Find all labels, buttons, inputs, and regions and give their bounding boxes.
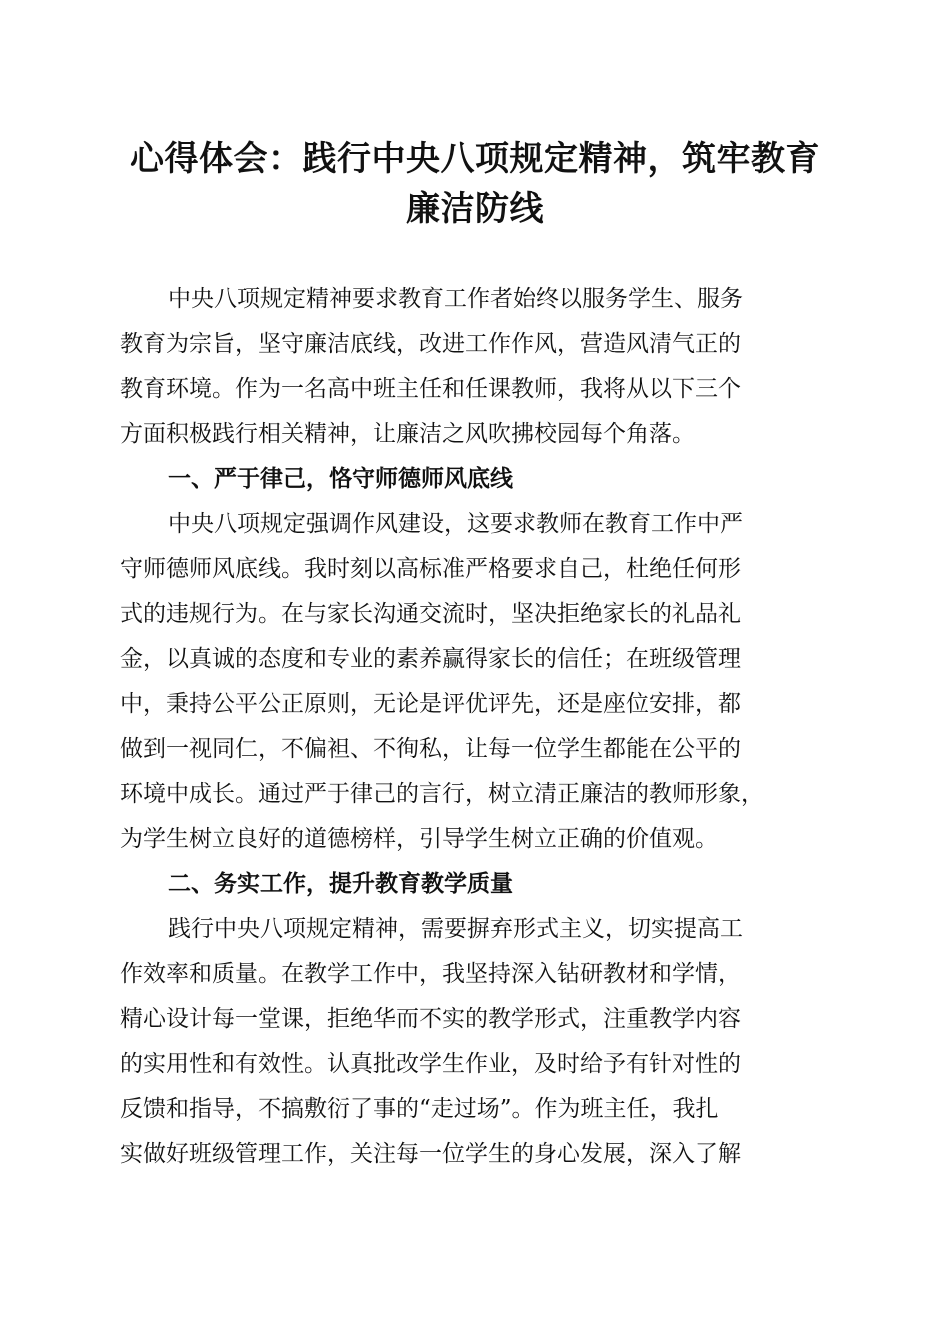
section-2-paragraph: [120, 907, 830, 1177]
text-line: 中央八项规定强调作风建设，这要求教师在教育工作中严: [168, 511, 743, 537]
section-heading-2: 二、务实工作，提升教育教学质量: [168, 871, 513, 897]
page-title: [110, 134, 840, 234]
section-heading-1: 一、严于律己，恪守师德师风底线: [168, 466, 513, 492]
text-line: 作效率和质量。在教学工作中，我坚持深入钻研教材和学情，: [120, 961, 741, 987]
text-line: 反馈和指导，不搞敷衍了事的“走过场”。作为班主任，我扎: [120, 1096, 719, 1122]
text-line: 中央八项规定精神要求教育工作者始终以服务学生、服务: [168, 286, 743, 312]
text-line: 做到一视同仁，不偏袒、不徇私，让每一位学生都能在公平的: [120, 736, 741, 762]
document-body: [120, 277, 830, 1177]
title-line-1: 心得体会：践行中央八项规定精神，筑牢教育: [130, 139, 820, 179]
text-line: 教育为宗旨，坚守廉洁底线，改进工作作风，营造风清气正的: [120, 331, 741, 357]
text-line: 践行中央八项规定精神，需要摒弃形式主义，切实提高工: [168, 916, 743, 942]
text-line: 实做好班级管理工作，关注每一位学生的身心发展，深入了解: [120, 1141, 741, 1167]
text-line: 精心设计每一堂课，拒绝华而不实的教学形式，注重教学内容: [120, 1006, 741, 1032]
section-1-paragraph: [120, 502, 830, 862]
text-line: 环境中成长。通过严于律己的言行，树立清正廉洁的教师形象，: [120, 781, 764, 807]
text-line: 中，秉持公平公正原则，无论是评优评先，还是座位安排，都: [120, 691, 741, 717]
text-line: 的实用性和有效性。认真批改学生作业，及时给予有针对性的: [120, 1051, 741, 1077]
title-line-2: 廉洁防线: [406, 189, 544, 229]
text-line: 方面积极践行相关精神，让廉洁之风吹拂校园每个角落。: [120, 421, 695, 447]
text-line: 教育环境。作为一名高中班主任和任课教师，我将从以下三个: [120, 376, 741, 402]
intro-paragraph: [120, 277, 830, 457]
text-line: 守师德师风底线。我时刻以高标准严格要求自己，杜绝任何形: [120, 556, 741, 582]
text-line: 为学生树立良好的道德榜样，引导学生树立正确的价值观。: [120, 826, 718, 852]
text-line: 式的违规行为。在与家长沟通交流时，坚决拒绝家长的礼品礼: [120, 601, 741, 627]
text-line: 金，以真诚的态度和专业的素养赢得家长的信任；在班级管理: [120, 646, 741, 672]
